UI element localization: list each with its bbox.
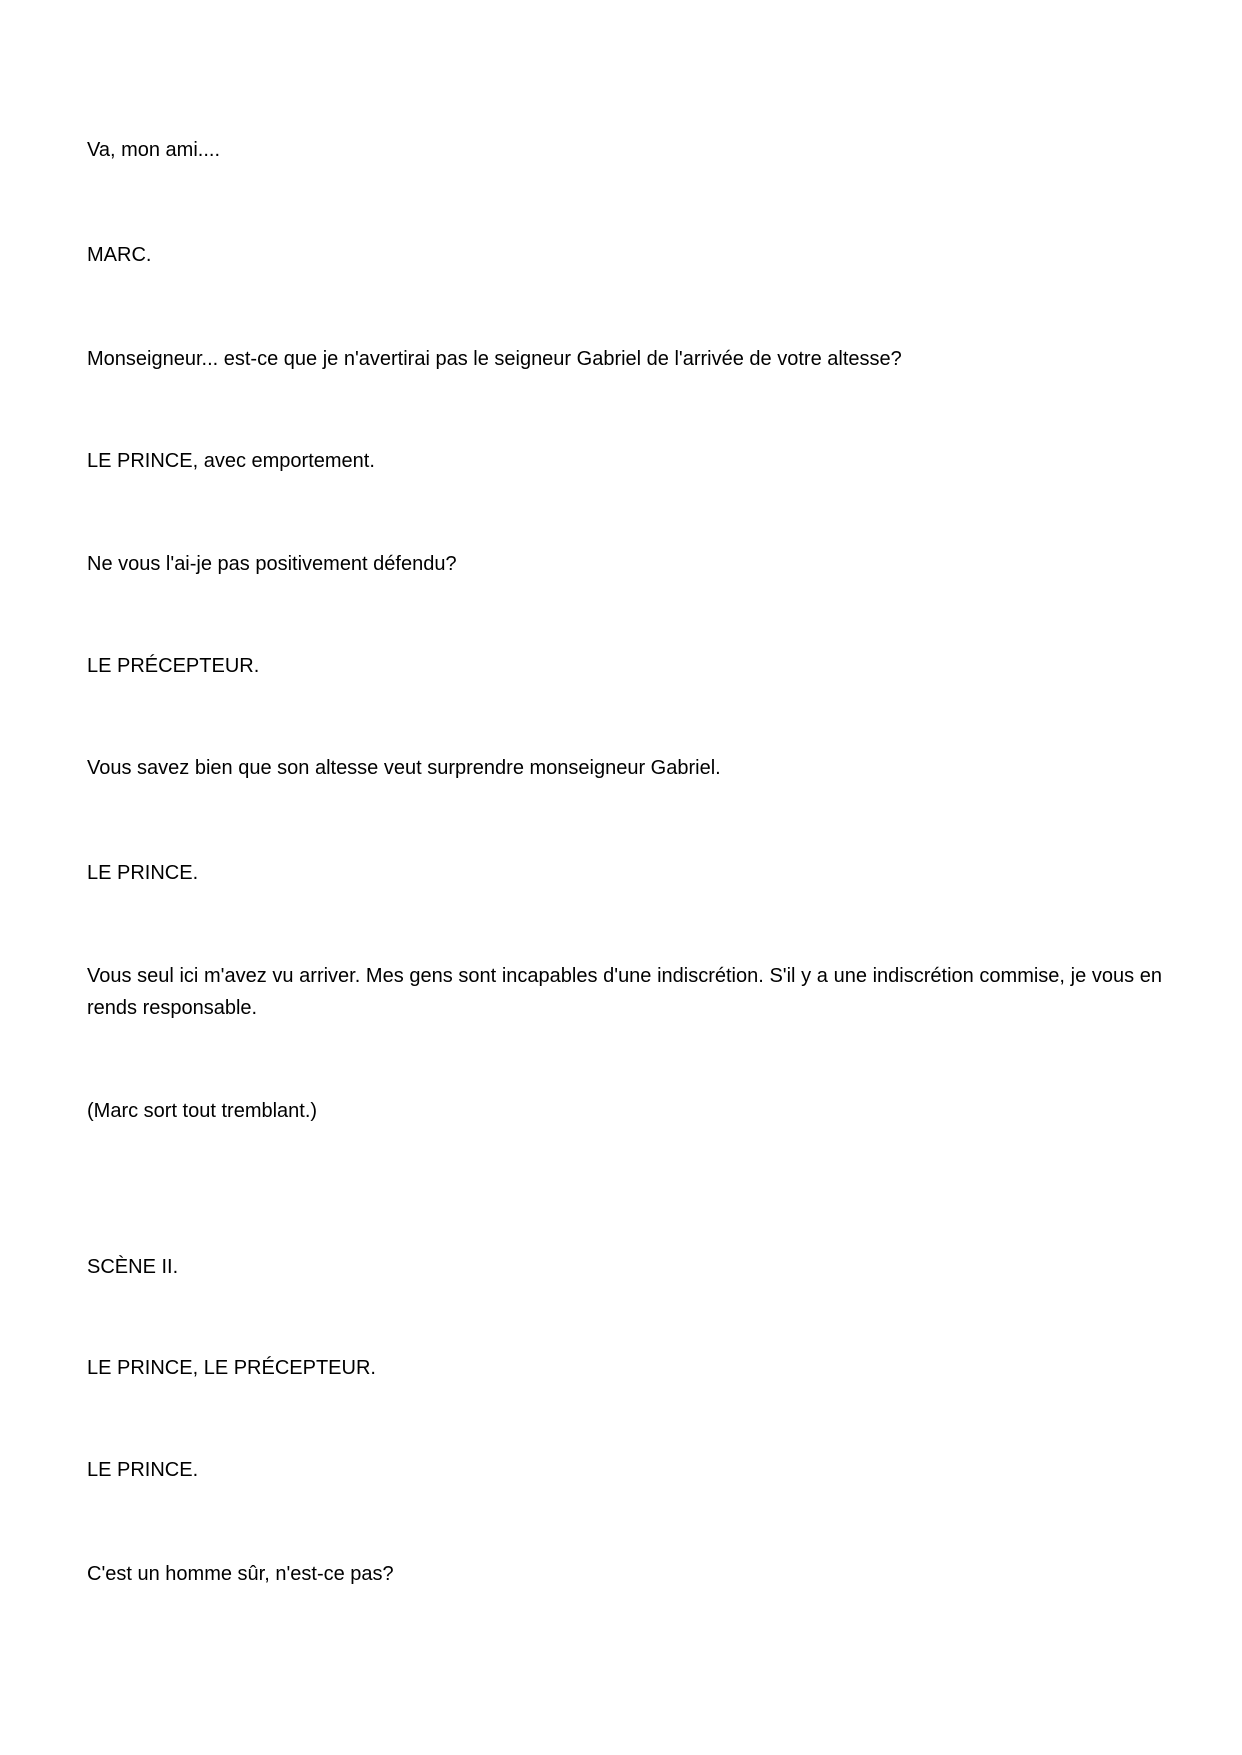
dialogue-line: Ne vous l'ai-je pas positivement défendu? [87,553,457,575]
speaker-name: MARC. [87,244,152,266]
dialogue-line: Va, mon ami.... [87,139,221,161]
speaker-name: LE PRINCE. [87,1459,199,1481]
speaker-name: LE PRINCE, avec emportement. [87,450,375,472]
character-list: LE PRINCE, LE PRÉCEPTEUR. [87,1357,376,1379]
stage-direction: (Marc sort tout tremblant.) [87,1100,318,1122]
speaker-name: LE PRINCE. [87,862,199,884]
dialogue-line: C'est un homme sûr, n'est-ce pas? [87,1563,394,1585]
dialogue-line: Vous savez bien que son altesse veut surprendre monseigneur Gabriel. [87,757,721,779]
scene-heading: SCÈNE II. [87,1256,179,1278]
dialogue-paragraph: Vous seul ici m'avez vu arriver. Mes gens sont incapables d'une indiscrétion. S'il y a une indiscrétion commise, je vous en rends responsable. [87,965,1162,1019]
dialogue-line: Monseigneur... est-ce que je n'avertirai pas le seigneur Gabriel de l'arrivée de votre altesse? [87,348,902,370]
speaker-name: LE PRÉCEPTEUR. [87,655,260,677]
